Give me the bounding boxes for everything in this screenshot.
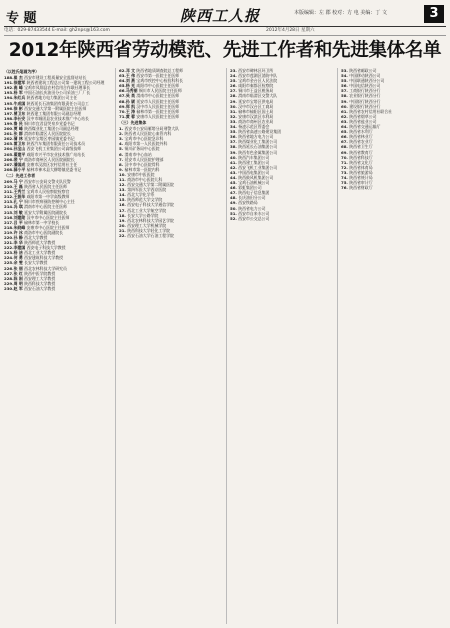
- entry-affiliation: 陕西省邮政公司: [349, 68, 377, 73]
- entry-number-name: 14.: [119, 192, 128, 198]
- entry-affiliation: 宝鸡市人民检察院检察官: [26, 189, 70, 195]
- entry-number-name: 3.: [119, 136, 125, 142]
- entry-number-name: 74.: [341, 174, 350, 180]
- entry-affiliation: 陕西省体育局: [349, 164, 373, 170]
- issue-date: 2012年4月28日 星期六: [266, 28, 315, 33]
- entry-number-name: 213.孔 宁: [4, 199, 25, 205]
- entry-affiliation: 宝鸡石油机械公司: [238, 180, 270, 186]
- entry-number-name: 66.: [341, 134, 350, 140]
- entry-affiliation: 延安市人民医院护理部: [124, 156, 164, 162]
- entry-affiliation: 陕西省文化厅: [349, 159, 373, 165]
- entry-affiliation: 渭南市临渭区交警大队: [238, 93, 278, 99]
- entry-affiliation: 宝鸡市凤翔县农村信用合作联社理事长: [24, 85, 91, 91]
- entry-affiliation: 西安市第一医院主任医师: [136, 73, 180, 79]
- entry-affiliation: 长安大学教授: [24, 260, 48, 266]
- entry-affiliation: 西北工业大学航空学院: [127, 207, 167, 213]
- entry-number-name: 212.王振华: [4, 194, 27, 200]
- entry-affiliation: 咸阳市第一中学高级教师: [26, 194, 70, 200]
- paper-logo: 陕西工人报: [180, 7, 261, 25]
- entry-affiliation: 铜川市宜君县哭泉乡党委书记: [24, 120, 75, 126]
- entry-number-name: 71.: [341, 159, 350, 165]
- entry-number-name: 36.: [230, 134, 239, 140]
- entry-number-name: 28.: [230, 93, 239, 99]
- entry-number-name: 193.杨 军: [4, 90, 25, 96]
- entry-affiliation: 中国石油长庆油田分公司采油三厂厂长: [24, 90, 91, 96]
- entry-number-name: 5.: [119, 146, 125, 152]
- entry-affiliation: 宝鸡市疾控中心检验科科长: [136, 78, 184, 84]
- entry-number-name: 42.: [230, 164, 239, 170]
- entry-affiliation: 陕西建工集团公司: [238, 159, 270, 165]
- entry-number-name: 61.: [341, 108, 350, 114]
- entry-affiliation: 陕西延长石油集团有限责任公司总工: [26, 100, 89, 106]
- entry-affiliation: 陕西科技大学教授: [24, 280, 56, 286]
- entry-affiliation: 铜川矿务局中心医院: [124, 146, 160, 152]
- entry-affiliation: 陕西省地质调查院总工程师: [136, 68, 184, 73]
- entry-number-name: 55.: [341, 78, 350, 84]
- entry-number-name: 196.徐 彬: [4, 105, 25, 111]
- entry-affiliation: 西安石油大学教授: [24, 285, 56, 291]
- entry-number-name: 67.吴 昊: [119, 93, 137, 99]
- entry-affiliation: 商洛市商州区农业局: [238, 118, 274, 124]
- entry-number-name: 204.孙宝山: [4, 146, 27, 152]
- entry-affiliation: 汉中市人民医院主任医师: [136, 103, 180, 109]
- entry-number-name: 205.翟建平: [4, 151, 27, 157]
- entry-affiliation: 杨凌示范区管委会: [238, 124, 270, 130]
- entry-affiliation: 西安市公安局交警支队民警: [24, 178, 71, 184]
- entry-number-name: 223.杨 洁: [4, 250, 25, 256]
- list-subhead: （二）先进工作者: [4, 172, 36, 178]
- entry-number-name: 12.: [119, 182, 128, 188]
- entry-affiliation: 铜川市人民医院主任医师: [138, 88, 182, 94]
- entry-affiliation: 陕西科技大学轻化工学院: [127, 227, 171, 233]
- entry-number-name: 9.: [119, 166, 125, 172]
- entry-number-name: 64.: [341, 124, 350, 130]
- entry-number-name: 39.: [230, 149, 239, 155]
- entry-number-name: 10.: [119, 171, 128, 177]
- entry-number-name: 206.裴 宁: [4, 156, 25, 162]
- entry-affiliation: 陕西有色金属集团公司: [238, 149, 278, 155]
- column-2: [115, 68, 223, 624]
- list-entry: [4, 286, 112, 291]
- entry-number-name: 195.牛成国: [4, 100, 27, 106]
- entry-number-name: 19.: [119, 217, 128, 223]
- entry-number-name: 25.: [230, 78, 239, 84]
- entry-affiliation: 西安建筑科技大学教授: [24, 255, 63, 261]
- entry-number-name: 229.周 明: [4, 280, 25, 286]
- entry-number-name: 16.: [119, 202, 128, 208]
- entry-affiliation: 安康市汉滨区水利局: [238, 113, 274, 119]
- entry-number-name: 63.: [341, 118, 350, 124]
- entry-affiliation: 咸阳市秦都区检察院: [238, 83, 274, 89]
- entry-number-name: 224.何 勇: [4, 255, 25, 261]
- entry-number-name: 59.: [341, 98, 350, 104]
- entry-number-name: 57.: [341, 88, 350, 94]
- entry-affiliation: 陕西省交通运输厅: [349, 124, 381, 130]
- entry-affiliation: 榆林市第一中学校长: [24, 219, 60, 225]
- entry-number-name: 60.: [341, 103, 350, 109]
- entry-affiliation: 商洛市中心医院副院长: [24, 229, 63, 235]
- entry-affiliation: 陕西延长石油集团公司: [238, 144, 278, 150]
- entry-number-name: 26.: [230, 83, 239, 89]
- entry-affiliation: 建设银行陕西分行: [349, 103, 381, 109]
- entry-number-name: 17.: [119, 207, 128, 213]
- entry-number-name: 23.: [230, 68, 239, 73]
- entry-affiliation: 西安电子科技大学教授: [26, 245, 66, 251]
- entry-number-name: 70.: [341, 154, 350, 160]
- entry-affiliation: 汉中市中心医院主任医师: [26, 214, 70, 220]
- entry-affiliation: 陕西煤业化工集团公司: [238, 139, 278, 145]
- entry-number-name: 201.张 群: [4, 131, 25, 137]
- entry-number-name: 199.鲁 民: [4, 120, 25, 126]
- entry-number-name: 66.马秀丽: [119, 88, 139, 94]
- entry-number-name: 11.: [119, 176, 128, 182]
- entry-number-name: 198.李长安: [4, 115, 27, 121]
- entry-affiliation: 陕西汽车集团公司: [238, 154, 270, 160]
- entry-affiliation: 陕西省建筑工程总公司第一建筑工程公司经理: [26, 80, 105, 86]
- entry-number-name: 217.吕 平: [4, 219, 25, 225]
- entry-affiliation: 陕西鼓风机集团公司: [238, 174, 274, 180]
- list-entry: [119, 114, 223, 119]
- entry-affiliation: 西北大学化学系: [127, 192, 155, 198]
- entry-number-name: 48.: [230, 195, 239, 201]
- list-entry: [4, 167, 112, 172]
- entry-number-name: 20.: [119, 222, 128, 228]
- entry-affiliation: 陕西省财政厅: [349, 185, 373, 191]
- headline: 2012年陕西省劳动模范、先进工作者和先进集体名单: [8, 40, 442, 61]
- entry-affiliation: 榆林市神木县大柳塔镇党委书记: [26, 166, 82, 172]
- entry-number-name: 18.: [119, 212, 128, 218]
- entry-number-name: 227.张 红: [4, 270, 25, 276]
- entry-affiliation: 西北工业大学教授: [24, 250, 56, 256]
- entry-number-name: 200.贾 峰: [4, 126, 25, 132]
- entry-number-name: 67.: [341, 139, 350, 145]
- entry-affiliation: 汉中市汉台区工商局: [238, 103, 274, 109]
- entry-number-name: 32.: [230, 113, 239, 119]
- entry-affiliation: 西安电子科技大学通信学院: [127, 202, 174, 208]
- entry-affiliation: 陕西省盐业公司: [349, 118, 377, 124]
- entry-number-name: 76.: [341, 185, 350, 191]
- entry-number-name: 226.张 丽: [4, 265, 25, 271]
- entry-number-name: 6.: [119, 151, 125, 157]
- entry-affiliation: 商洛市中心医院儿科: [127, 176, 163, 182]
- entry-number-name: 4.: [119, 141, 125, 147]
- entry-number-name: 56.: [341, 83, 350, 89]
- entry-affiliation: 榆林市第一医院主任医师: [136, 108, 180, 114]
- entry-affiliation: 农业银行陕西分行: [349, 93, 381, 99]
- entry-number-name: 69.郑 凯: [119, 103, 137, 109]
- entry-affiliation: 西安铁路局: [238, 200, 258, 206]
- entry-affiliation: 渭南市中心血站: [124, 151, 152, 157]
- entry-number-name: 45.: [230, 180, 239, 186]
- contact-info: 电话：029-87433544 E-mail: gh2nps@163.com: [4, 28, 110, 33]
- entry-affiliation: 彩虹集团公司: [238, 185, 262, 191]
- contact-date-line: [4, 27, 446, 36]
- entry-number-name: 228.陈 刚: [4, 275, 25, 281]
- entry-affiliation: 西安理工大学教授: [24, 275, 56, 281]
- entry-number-name: 215.刘 敏: [4, 209, 25, 215]
- entry-number-name: 44.: [230, 174, 239, 180]
- column-3: [226, 68, 334, 624]
- entry-number-name: 214.冯 琪: [4, 204, 25, 210]
- entry-number-name: 52.: [230, 215, 239, 221]
- entry-affiliation: 陕西师范大学文学院: [127, 197, 163, 203]
- entry-number-name: 191.徐建军: [4, 80, 27, 86]
- entry-number-name: 73.: [341, 169, 350, 175]
- entry-affiliation: 安康市中心医院主任医师: [26, 224, 70, 230]
- entry-affiliation: 安康市人民医院主任医师: [136, 113, 180, 119]
- entry-affiliation: 陕西电子信息集团: [238, 190, 270, 196]
- entry-affiliation: 陕西建工集团有限公司副总经理: [26, 110, 82, 116]
- entry-number-name: 197.曾卫东: [4, 110, 27, 116]
- entry-number-name: 46.: [230, 185, 239, 191]
- entry-number-name: 53.: [341, 68, 350, 73]
- entry-number-name: 54.: [341, 73, 350, 79]
- entry-affiliation: 安康市中医医院: [127, 171, 155, 177]
- entry-number-name: 62.: [341, 113, 350, 119]
- entry-affiliation: 陕西省林业厅: [349, 134, 373, 140]
- entry-affiliation: 西安市公安局雁塔分局刑警大队: [124, 126, 180, 132]
- entry-number-name: 71.黄 蓉: [119, 113, 137, 119]
- entry-number-name: 49.: [230, 200, 239, 206]
- editor-info: 本版编辑：左 郡 校对：方 电 美编：丁 文: [294, 10, 387, 16]
- entry-affiliation: 长庆油田分公司: [238, 195, 266, 201]
- entry-number-name: 68.孙 颖: [119, 98, 137, 104]
- entry-affiliation: 西安交通大学第二附属医院: [127, 182, 174, 188]
- entry-affiliation: 宝鸡市中心医院急诊科: [124, 136, 164, 142]
- entry-number-name: 7.: [119, 156, 125, 162]
- entry-affiliation: 西北农林科技大学园艺学院: [127, 217, 174, 223]
- page-number-badge: 3: [424, 5, 444, 23]
- entry-number-name: 209.马 宁: [4, 178, 25, 184]
- entry-affiliation: 陕西省烟草公司: [349, 113, 377, 119]
- entry-affiliation: 陕西省农村信用社联合社: [349, 108, 393, 114]
- entry-number-name: 47.: [230, 190, 239, 196]
- section-label: 专 题: [6, 11, 37, 26]
- entry-number-name: 2.: [119, 131, 125, 137]
- entry-number-name: 13.: [119, 187, 128, 193]
- column-1: [4, 68, 112, 624]
- entry-affiliation: 西北大学教授: [24, 235, 48, 240]
- entry-number-name: 68.: [341, 144, 350, 150]
- masthead: [4, 4, 446, 27]
- entry-affiliation: 延安市宝塔区枣园镇党委书记: [24, 136, 75, 142]
- entry-affiliation: 长安大学公路学院: [127, 212, 159, 218]
- entry-number-name: 65.杨 光: [119, 83, 137, 89]
- entry-number-name: 221.李 华: [4, 240, 25, 246]
- entry-number-name: 69.: [341, 149, 350, 155]
- entry-number-name: 218.朱晓峰: [4, 224, 27, 230]
- entry-number-name: 208.薛小平: [4, 166, 27, 172]
- entry-affiliation: 西安市莲湖区消防中队: [238, 73, 278, 79]
- entry-number-name: 31.: [230, 108, 239, 114]
- entry-number-name: 40.: [230, 154, 239, 160]
- entry-affiliation: 第四军医大学西京医院: [127, 187, 167, 193]
- entry-number-name: 210.王 磊: [4, 184, 25, 190]
- entry-number-name: 220.孙 静: [4, 235, 25, 240]
- entry-affiliation: 西安市建设工程质量安全监督站站长: [24, 75, 87, 81]
- entry-affiliation: 陕西省科技厅: [349, 154, 373, 160]
- entry-affiliation: 铜川市王益区税务局: [238, 88, 274, 94]
- entry-number-name: 34.: [230, 124, 239, 130]
- entry-affiliation: 咸阳市第一人民医院外科: [124, 141, 168, 147]
- entry-affiliation: 陕西汽车集团有限责任公司技术员: [26, 141, 85, 147]
- entry-affiliation: 西安理工大学机械学院: [127, 222, 167, 228]
- entry-number-name: 38.: [230, 144, 239, 150]
- entry-affiliation: 中国银行陕西分行: [349, 98, 381, 104]
- entry-number-name: 8.: [119, 161, 125, 167]
- entry-affiliation: 陕西省人民医院主任医师: [24, 184, 67, 190]
- entry-affiliation: 陕西省地方电力集团公司主任: [26, 95, 78, 101]
- entry-affiliation: 西北农林科技大学研究员: [24, 265, 67, 271]
- entry-affiliation: 安康市汉滨区农村信用社主任: [26, 161, 78, 167]
- column-4: [337, 68, 446, 624]
- entry-number-name: 21.: [119, 227, 128, 233]
- entry-affiliation: 宝鸡市金台区人民法院: [238, 78, 278, 84]
- entry-number-name: 203.雷卫东: [4, 141, 27, 147]
- entry-affiliation: 中国电信陕西公司: [349, 83, 381, 89]
- entry-affiliation: 陕西省电力公司: [238, 205, 266, 211]
- entry-affiliation: 西安飞机工业集团公司高级技师: [26, 146, 82, 152]
- list-entry: [119, 233, 223, 238]
- list-subhead: （三）先进集体: [119, 119, 147, 125]
- entry-number-name: 202.蒲 林: [4, 136, 25, 142]
- entry-affiliation: 陕西师范大学教授: [24, 240, 56, 246]
- entry-number-name: 225.余 雯: [4, 260, 25, 266]
- entry-number-name: 75.: [341, 180, 350, 186]
- entry-affiliation: 渭南市中心医院主任医师: [136, 93, 180, 99]
- entry-affiliation: 陕西省高速公路建设集团: [238, 129, 282, 135]
- entry-affiliation: 渭南市临渭区人民医院院长: [24, 131, 71, 137]
- entry-number-name: 194.朱红兵: [4, 95, 27, 101]
- entry-affiliation: 延安市宝塔区供电局: [238, 98, 274, 104]
- entry-number-name: 35.: [230, 129, 239, 135]
- entry-number-name: 27.: [230, 88, 239, 94]
- entry-affiliation: 陕西省农业厅: [349, 139, 373, 145]
- entry-affiliation: 陕西省统计局: [349, 174, 373, 180]
- entry-number-name: 37.: [230, 139, 239, 145]
- entry-affiliation: 陕西煤业化工集团公司副总经理: [24, 126, 79, 132]
- entry-affiliation: 陕西省卫生厅: [349, 144, 373, 150]
- entry-number-name: 24.: [230, 73, 239, 79]
- entry-affiliation: 陕西省审计厅: [349, 180, 373, 186]
- entry-affiliation: 陕西省水利厅: [349, 129, 373, 135]
- entry-number-name: 70.王 涛: [119, 108, 137, 114]
- entry-affiliation: 渭南市中心医院主任医师: [24, 204, 67, 210]
- entry-affiliation: 咸阳市中心医院主任医师: [136, 83, 180, 89]
- entry-affiliation: 西安飞机工业集团公司: [238, 164, 278, 170]
- list-subhead: （以姓氏笔画为序）: [4, 69, 40, 74]
- entry-number-name: 211.王秀兰: [4, 189, 27, 195]
- entry-number-name: 192.高 峰: [4, 85, 25, 91]
- name-list-columns: [4, 68, 446, 624]
- entry-number-name: 65.: [341, 129, 350, 135]
- entry-number-name: 64.刘 燕: [119, 78, 137, 84]
- entry-number-name: 29.: [230, 98, 239, 104]
- entry-number-name: 219.许 冰: [4, 229, 25, 235]
- entry-affiliation: 榆林市第一医院内科: [124, 166, 160, 172]
- list-entry: [341, 185, 446, 190]
- entry-number-name: 62.邓 文: [119, 68, 137, 73]
- entry-number-name: 41.: [230, 159, 239, 165]
- entry-number-name: 63.王 伟: [119, 73, 137, 79]
- entry-affiliation: 西安市碑林区环卫所: [238, 68, 274, 73]
- entry-number-name: 188.崔 杰: [4, 75, 25, 81]
- entry-affiliation: 陕西省旅游局: [349, 169, 373, 175]
- entry-affiliation: 汉中市城固县农业技术推广中心站长: [26, 115, 89, 121]
- entry-number-name: 58.: [341, 93, 350, 99]
- entry-affiliation: 陕西省教育厅: [349, 149, 373, 155]
- entry-affiliation: 延安市人民医院主任医师: [136, 98, 180, 104]
- entry-affiliation: 陕西中医学院教授: [24, 270, 56, 276]
- entry-number-name: 22.: [119, 233, 128, 238]
- entry-affiliation: 铜川市疾病预防控制中心主任: [24, 199, 75, 205]
- entry-affiliation: 西安市自来水公司: [238, 210, 270, 216]
- entry-number-name: 230.赵 军: [4, 285, 25, 291]
- entry-affiliation: 工商银行陕西分行: [349, 88, 381, 94]
- entry-affiliation: 咸阳市兴平市农业技术推广站站长: [26, 151, 85, 157]
- entry-number-name: 207.潘国成: [4, 161, 27, 167]
- entry-affiliation: 商洛市商州区人民医院副院长: [24, 156, 75, 162]
- entry-number-name: 50.: [230, 205, 239, 211]
- entry-affiliation: 陕西省地方电力公司: [238, 134, 274, 140]
- entry-number-name: 216.刘建勋: [4, 214, 27, 220]
- entry-number-name: 51.: [230, 210, 239, 216]
- entry-number-name: 33.: [230, 118, 239, 124]
- entry-affiliation: 中国联通陕西分公司: [349, 78, 385, 84]
- entry-affiliation: 西安市公交总公司: [238, 215, 270, 221]
- entry-affiliation: 西安石油大学石油工程学院: [127, 233, 174, 238]
- entry-affiliation: 汉中市中心医院骨科: [124, 161, 160, 167]
- entry-number-name: 222.李建国: [4, 245, 27, 251]
- entry-number-name: 30.: [230, 103, 239, 109]
- entry-number-name: 43.: [230, 169, 239, 175]
- entry-affiliation: 中国移动陕西公司: [349, 73, 381, 79]
- entry-number-name: 72.: [341, 164, 350, 170]
- entry-affiliation: 陕西省人民医院心血管内科: [124, 131, 172, 137]
- entry-affiliation: 西安交通大学第一附属医院主任医师: [24, 105, 87, 111]
- entry-affiliation: 延安大学附属医院副院长: [24, 209, 67, 215]
- entry-affiliation: 中国西电集团公司: [238, 169, 270, 175]
- entry-number-name: 15.: [119, 197, 128, 203]
- list-entry: [230, 216, 334, 221]
- entry-affiliation: 榆林市榆阳区国土局: [238, 108, 274, 114]
- entry-number-name: 1.: [119, 126, 125, 132]
